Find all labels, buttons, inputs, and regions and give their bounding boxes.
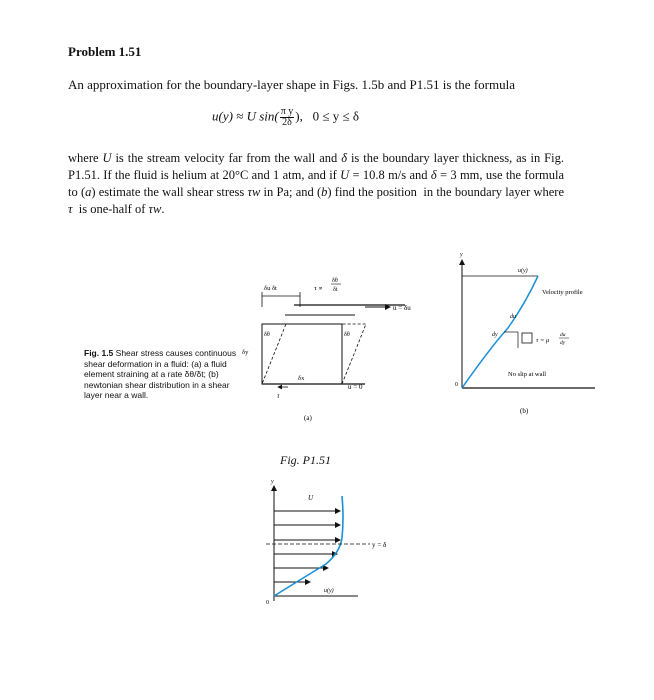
body-text-3: is the boundary layer thickness, as in Fig. P1.51. If the fluid is helium at 20°C and 1 atm, and if xyxy=(68,151,564,182)
figP151-U-label: U xyxy=(308,494,314,502)
fig15a-diagram xyxy=(240,262,430,432)
body-text-9: is one-half of xyxy=(72,202,149,216)
fig15b-tau-eq: τ = μ xyxy=(536,337,550,344)
fig15b-du-label: du xyxy=(510,314,516,320)
formula-fraction xyxy=(280,107,295,128)
fig15b-no-slip-label: No slip at wall xyxy=(508,371,547,378)
fig15a-dtheta-right: δθ xyxy=(344,332,350,338)
fig15b-shear-element xyxy=(522,333,532,343)
figP151-origin: 0 xyxy=(266,600,269,606)
body-part-a: a xyxy=(85,185,92,199)
fig15b-y-label: y xyxy=(460,252,463,258)
fig15a-dx-label: δx xyxy=(298,375,305,382)
figP151-diagram xyxy=(258,478,408,608)
body-U-2: U xyxy=(340,168,350,182)
fig15a-dtheta-num: δθ xyxy=(332,278,338,284)
fig15b-frac-num: du xyxy=(560,332,566,338)
fig15a-u-du-label: u = δu xyxy=(393,304,411,312)
fig15b-frac-den: dy xyxy=(560,340,566,346)
body-tau-w-1: τw xyxy=(247,185,261,199)
body-part-b: b xyxy=(321,185,328,199)
body-text-7: in Pa; and ( xyxy=(260,185,322,199)
body-text-8: ) find the position in the boundary layer where xyxy=(327,185,571,199)
boundary-layer-formula xyxy=(212,107,359,128)
figP151-y-label: y xyxy=(271,479,274,485)
fig15a-label: (a) xyxy=(304,414,312,422)
fig15b-label: (b) xyxy=(520,407,529,415)
body-text-6: ) estimate the wall shear stress xyxy=(91,185,248,199)
figP151-delta-label: y = δ xyxy=(372,541,387,549)
body-text-4: = 10.8 m/s and xyxy=(349,168,431,182)
fig15a-dy-label: δy xyxy=(242,349,249,356)
formula-numerator: π y xyxy=(280,106,294,117)
fig15-caption-label: Fig. 1.5 xyxy=(84,348,114,358)
body-delta-2: δ xyxy=(430,168,437,182)
problem-intro: An approximation for the boundary-layer shape in Figs. 1.5b and P1.51 is the formula xyxy=(68,77,515,92)
fig15a-u0-label: u = 0 xyxy=(348,383,363,391)
fig15a-dtheta-den: δt xyxy=(333,287,338,293)
problem-title: Problem 1.51 xyxy=(68,44,142,59)
problem-body xyxy=(68,150,571,218)
body-tau: τ xyxy=(68,202,73,216)
body-text-2: is the stream velocity far from the wall and xyxy=(111,151,342,165)
figP151-title: Fig. P1.51 xyxy=(280,453,331,467)
fig15b-uy-label: u(y) xyxy=(518,268,528,274)
body-delta-1: δ xyxy=(341,151,348,165)
fig15-caption-text: Shear stress causes continuous shear deformation in a fluid: (a) a fluid element straining at a rate δθ/δt; (b) newtonian shear distribution in a shear layer near a wall. xyxy=(84,348,237,400)
fig15a-strained-element xyxy=(262,324,366,384)
fig15-caption xyxy=(84,348,244,401)
body-text-10: . xyxy=(161,202,165,216)
body-U-1: U xyxy=(102,151,112,165)
fig15a-dtheta-left: δθ xyxy=(264,332,270,338)
fig15b-dy-label: dy xyxy=(492,332,498,338)
body-text-1: where xyxy=(68,151,103,165)
fig15b-diagram xyxy=(450,248,600,428)
fig15b-velocity-profile-label: Velocity profile xyxy=(542,289,583,296)
formula-rhs: ), 0 ≤ y ≤ δ xyxy=(295,108,359,124)
fig15a-du-dt-label: δu δt xyxy=(264,285,277,292)
fig15a-tau-bottom: τ xyxy=(277,392,280,400)
formula-denominator: 2δ xyxy=(282,117,292,128)
body-text-5: = 3 mm, use the formula to ( xyxy=(68,168,564,199)
body-tau-w-2: τw xyxy=(148,202,162,216)
fig15a-tau-prop-label: τ ∝ xyxy=(314,285,323,292)
formula-lhs: u(y) ≈ U sin( xyxy=(212,108,279,124)
figP151-uy-label: u(y) xyxy=(324,588,334,594)
fig15b-origin: 0 xyxy=(455,382,458,388)
